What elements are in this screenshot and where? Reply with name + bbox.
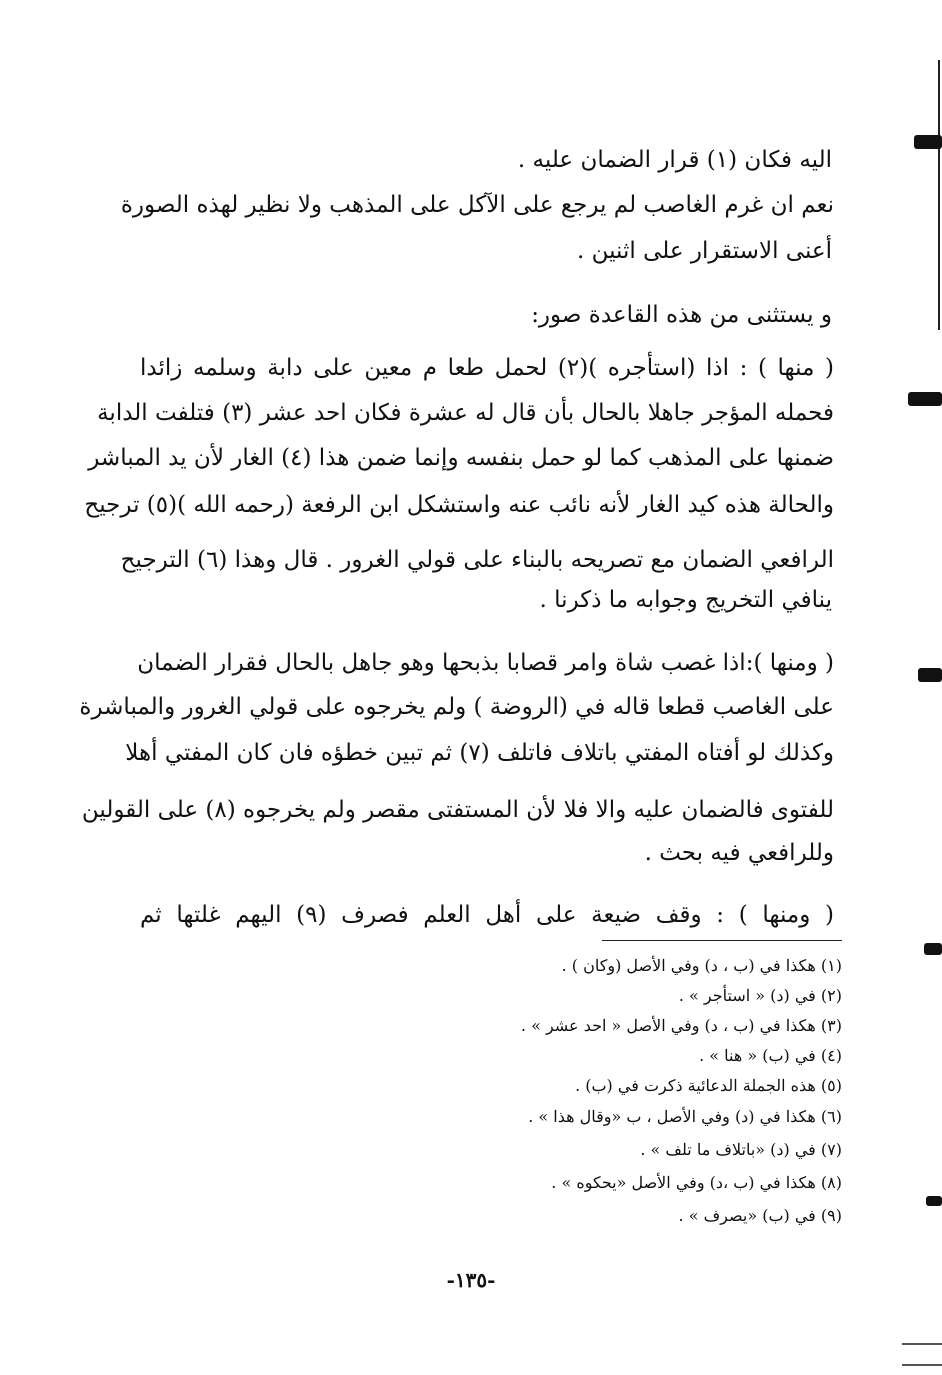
footnote-7: (٧) في (د) «باتلاف ما تلف » .: [640, 1140, 842, 1159]
body-line-3: أعنى الاستقرار على اثنين .: [576, 238, 832, 264]
footnote-9: (٩) في (ب) «يصرف » .: [678, 1206, 842, 1225]
page-number: -١٣٥-: [446, 1268, 496, 1292]
scan-edge-mark-5: [926, 1196, 942, 1206]
footnote-2: (٢) في (د) « استأجر » .: [678, 986, 842, 1005]
scan-edge-line: [938, 60, 940, 330]
footnote-5: (٥) هذه الجملة الدعائية ذكرت في (ب) .: [575, 1076, 842, 1095]
footnote-1: (١) هكذا في (ب ، د) وفي الأصل (وكان ) .: [561, 956, 842, 975]
body-line-5: ( منها ) : اذا (استأجره )(٢) لحمل طعا م معين على دابة وسلمه زائدا: [140, 355, 834, 381]
body-line-14: للفتوى فالضمان عليه والا فلا لأن المستفتى مقصر ولم يخرجوه (٨) على القولين: [81, 797, 834, 823]
body-line-7: ضمنها على المذهب كما لو حمل بنفسه وإنما ضمن هذا (٤) الغار لأن يد المباشر: [88, 445, 834, 471]
footnote-4: (٤) في (ب) « هنا » .: [699, 1046, 842, 1065]
scan-edge-rule-2: [902, 1364, 942, 1366]
body-line-9: الرافعي الضمان مع تصريحه بالبناء على قولي الغرور . قال وهذا (٦) الترجيح: [120, 547, 834, 573]
body-line-16: ( ومنها ) : وقف ضيعة على أهل العلم فصرف (٩) اليهم غلتها ثم: [140, 902, 834, 928]
scan-edge-rule-1: [902, 1343, 942, 1345]
body-line-15: وللرافعي فيه بحث .: [644, 840, 834, 866]
footnote-6: (٦) هكذا في (د) وفي الأصل ، ب «وقال هذا » .: [528, 1107, 842, 1126]
body-line-4: و يستثنى من هذه القاعدة صور:: [531, 302, 832, 328]
body-line-10: ينافي التخريج وجوابه ما ذكرنا .: [539, 587, 832, 613]
body-line-8: والحالة هذه كيد الغار لأنه نائب عنه واستشكل ابن الرفعة (رحمه الله )(٥) ترجيح: [84, 492, 834, 518]
body-line-13: وكذلك لو أفتاه المفتي باتلاف فاتلف (٧) ثم تبين خطؤه فان كان المفتي أهلا: [125, 740, 834, 766]
footnote-3: (٣) هكذا في (ب ، د) وفي الأصل « احد عشر » .: [520, 1016, 842, 1035]
body-line-12: على الغاصب قطعا قاله في (الروضة ) ولم يخرجوه على قولي الغرور والمباشرة: [79, 694, 834, 720]
scan-edge-mark-2: [908, 392, 942, 406]
body-line-6: فحمله المؤجر جاهلا بالحال بأن قال له عشرة فكان احد عشر (٣) فتلفت الدابة: [97, 400, 834, 426]
footnote-separator: [602, 940, 842, 941]
footnote-8: (٨) هكذا في (ب ،د) وفي الأصل «يحكوه » .: [551, 1173, 842, 1192]
body-line-11: ( ومنها ):اذا غصب شاة وامر قصابا بذبحها وهو جاهل بالحال فقرار الضمان: [137, 650, 834, 676]
body-line-1: اليه فكان (١) قرار الضمان عليه .: [517, 147, 832, 173]
scan-edge-mark-3: [918, 668, 942, 682]
body-line-2: نعم ان غرم الغاصب لم يرجع على الآكل على المذهب ولا نظير لهذه الصورة: [120, 192, 834, 218]
scan-edge-mark-1: [914, 135, 942, 149]
scan-edge-mark-4: [924, 943, 942, 955]
